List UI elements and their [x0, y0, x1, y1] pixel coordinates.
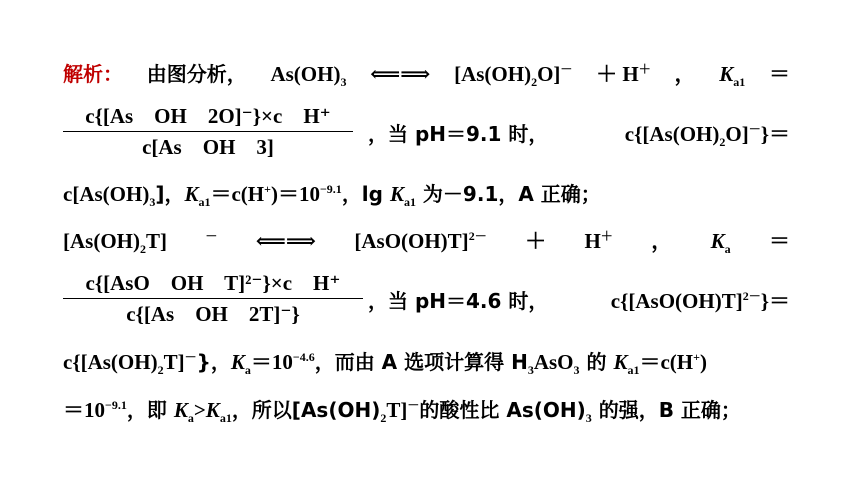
line-1-ka1: $K_{a1}$ [719, 62, 746, 90]
fraction-2-denominator: c{[As OH 2T]⁻} [126, 302, 300, 326]
line-2-species: $c\{[As(OH)_2O]^-\}=$ [624, 122, 790, 150]
line-5-species: $c\{[AsO(OH)T]^{2-}\}=$ [610, 289, 790, 313]
line-7: $=10^{-9.1}$，即 $K_a>K_{a1}$，所以$[As(OH)_2T]^-$的酸性比 $As(OH)_3$ 的强，B 正确； [63, 398, 741, 426]
fraction-1-numerator: c{[As OH 2O]⁻}×c H⁺ [85, 104, 331, 128]
fraction-2 [63, 270, 363, 327]
line-4-ka: $K_a$ [710, 229, 731, 257]
line-4 [63, 228, 790, 257]
fraction-2-bar [63, 298, 363, 299]
line-4-species-b: $[AsO(OH)T]^{2-}$ [354, 229, 487, 253]
equilibrium-arrow-icon: ⟸⟹ [255, 229, 316, 253]
line-1-species-a: $As(OH)_3$ [270, 62, 347, 90]
line-2 [368, 121, 790, 150]
line-6: $c\{[As(OH)_2T]^-\}$，$K_a=10^{-4.6}$，而由 A 选项计算得 $H_3AsO_3$ 的 $K_{a1}=c(H^+)$ [63, 350, 707, 378]
line-5-text-a: ，当 pH＝4.6 时， [368, 289, 549, 313]
line-3: $c[As(OH)_3]$，$K_{a1}=c(H^+)=10^{-9.1}$，$\lg K_{a1}$ 为－9.1，A 正确； [63, 182, 601, 210]
line-4-plus: ＋ [525, 229, 547, 253]
line-1-text-a: 由图分析， [146, 62, 247, 86]
equilibrium-arrow-icon: ⟸⟹ [370, 62, 431, 86]
line-1-species-b: $[As(OH)_2O]^-$ [454, 62, 573, 90]
fraction-2-numerator: c{[AsO OH T]²⁻}×c H⁺ [85, 271, 341, 295]
fraction-1 [63, 103, 353, 160]
line-1-proton: ＋ H＋ [596, 62, 651, 86]
analysis-label: 解析： [63, 62, 123, 86]
line-4-charge-a: － [205, 229, 218, 243]
line-5 [368, 288, 790, 314]
line-1-equals: ＝ [768, 62, 790, 86]
fraction-1-bar [63, 131, 353, 132]
line-2-text-a: ，当 pH＝9.1 时， [368, 122, 549, 146]
line-4-proton: H＋ [584, 229, 613, 253]
line-4-comma: ， [651, 229, 673, 253]
line-1-comma: ， [674, 62, 696, 86]
line-4-species-a: $[As(OH)_2T]$ [63, 229, 167, 257]
fraction-1-denominator: c[As OH 3] [142, 135, 274, 159]
line-4-equals: ＝ [768, 229, 790, 253]
line-1 [63, 61, 790, 90]
